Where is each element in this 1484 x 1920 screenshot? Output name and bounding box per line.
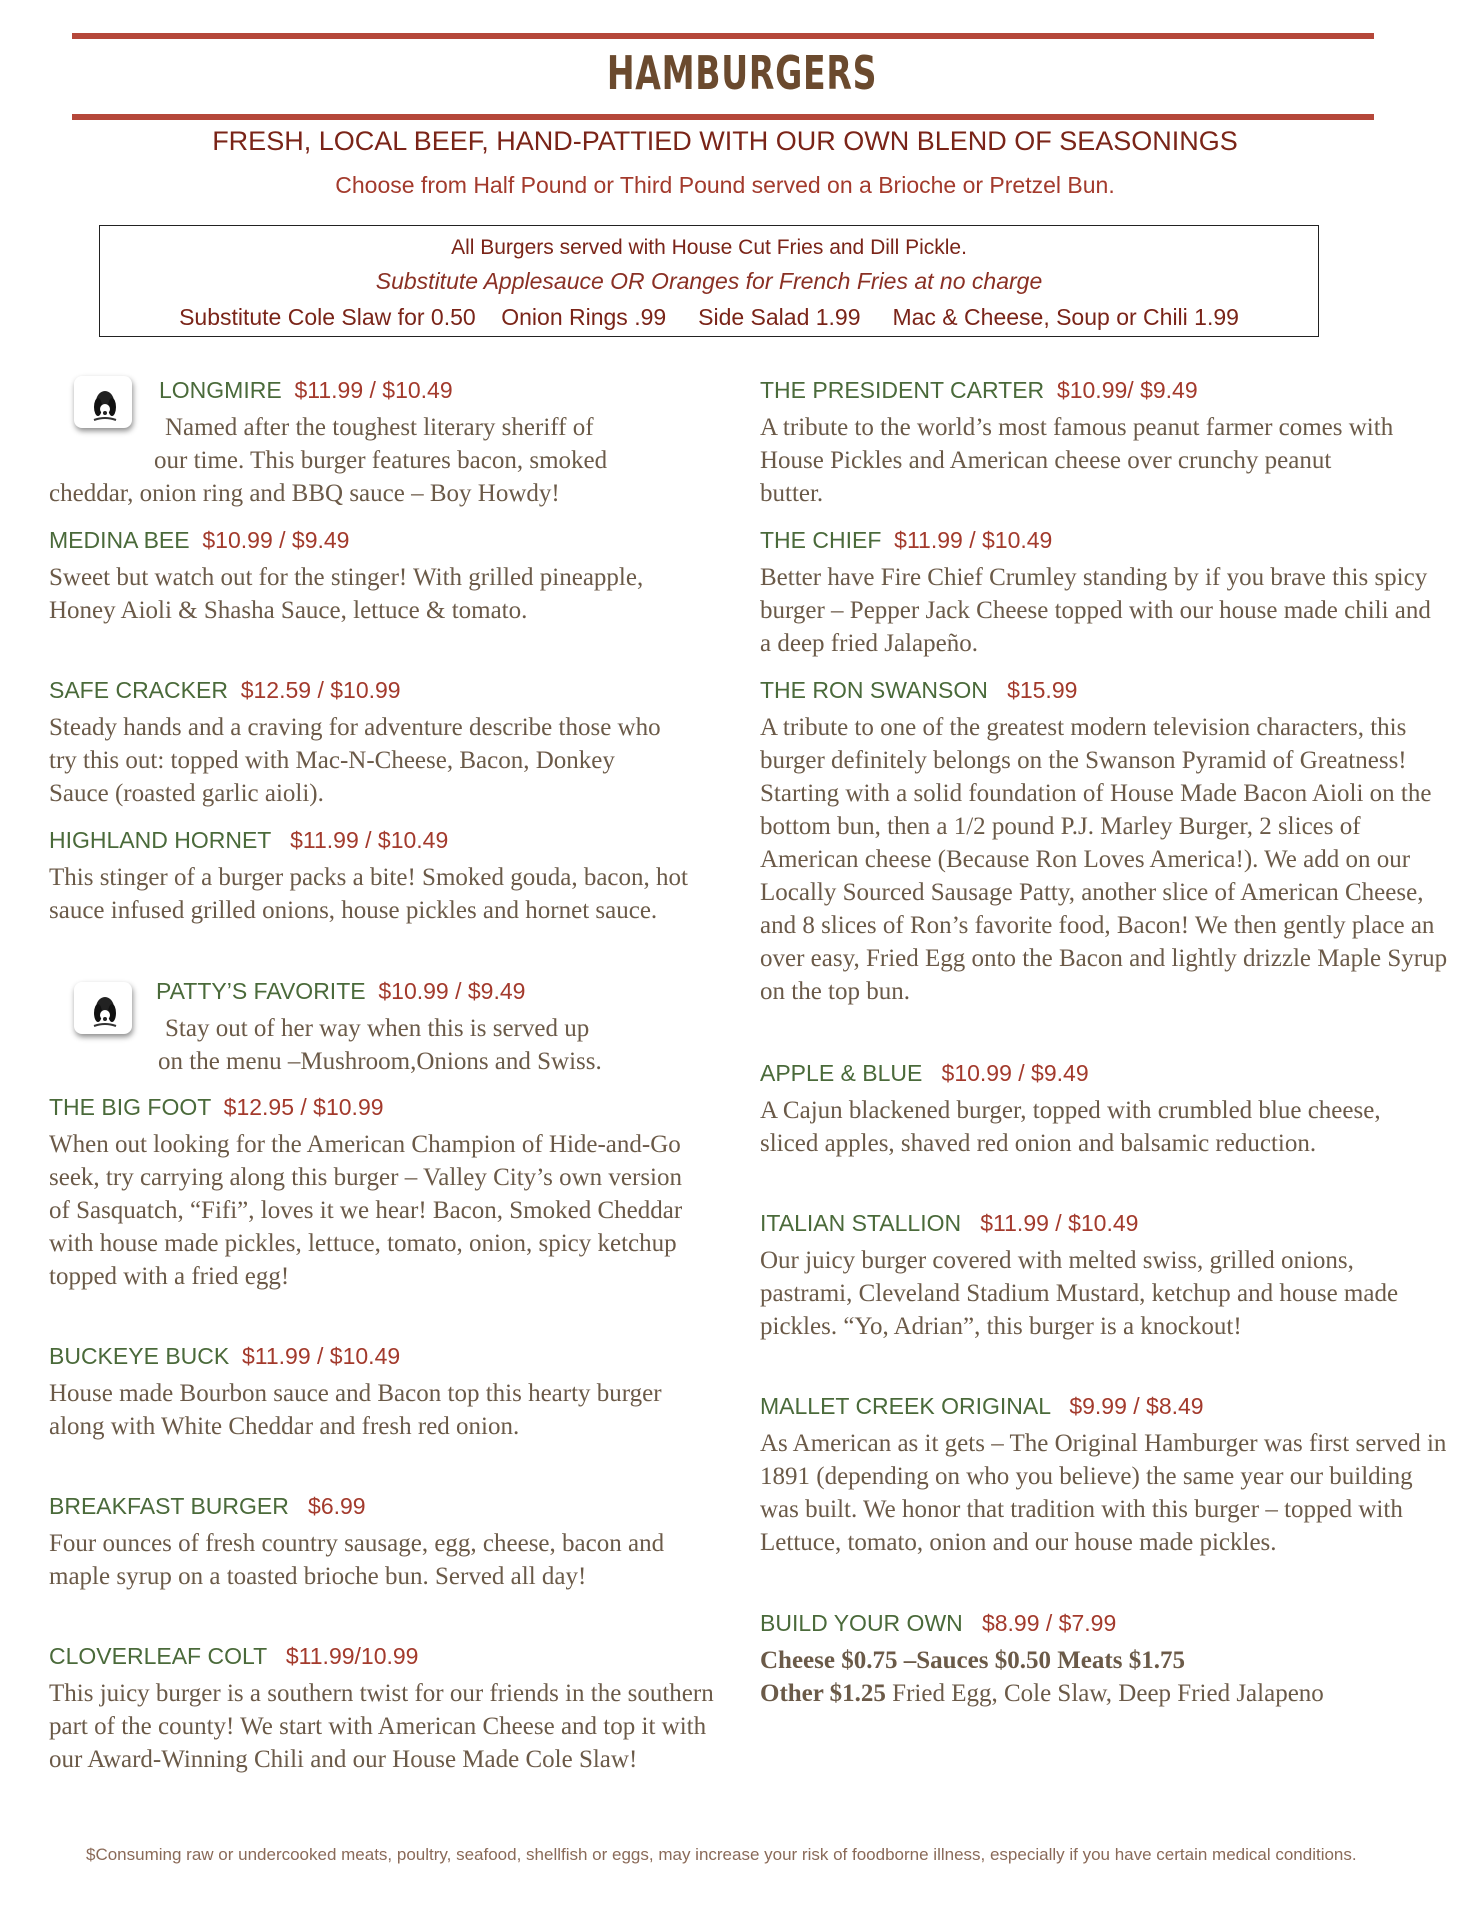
desc-line: on the menu –Mushroom,Onions and Swiss. bbox=[158, 1048, 602, 1075]
menu-item-mallet-creek-heading bbox=[760, 1393, 1204, 1420]
item-price: $12.59 / $10.99 bbox=[240, 677, 401, 703]
item-name: THE CHIEF bbox=[760, 527, 882, 553]
item-name: LONGMIRE bbox=[159, 377, 282, 403]
menu-item-mallet-creek-desc: As American as it gets – The Original Hamburger was first served in 1891 (depending on who you believe) the same year our building was built. We honor that tradition with this burger – topped with Lettuce, tomato, onion and our house made pickles. bbox=[760, 1430, 1447, 1556]
menu-item-build-your-own-heading bbox=[760, 1610, 1116, 1637]
page-title: HAMBURGERS bbox=[606, 46, 878, 100]
menu-item-longmire-desc bbox=[49, 411, 709, 510]
menu-item-breakfast-burger-heading bbox=[49, 1493, 366, 1520]
item-price: $15.99 bbox=[1007, 677, 1078, 703]
menu-item-big-foot-heading bbox=[49, 1094, 384, 1121]
menu-item-medina-bee-heading bbox=[49, 527, 349, 554]
bun-choice-note: Choose from Half Pound or Third Pound served on a Brioche or Pretzel Bun. bbox=[335, 172, 1115, 198]
title-underline-rule bbox=[72, 114, 1374, 120]
desc-line: Named after the toughest literary sheriff of bbox=[165, 414, 594, 441]
sides-line-3: Substitute Cole Slaw for 0.50 Onion Rings .99 Side Salad 1.99 Mac & Cheese, Soup or Chili 1.99 bbox=[179, 304, 1239, 330]
menu-item-apple-blue-desc: A Cajun blackened burger, topped with crumbled blue cheese, sliced apples, shaved red onion and balsamic reduction. bbox=[760, 1097, 1381, 1157]
item-price: $11.99 / $10.49 bbox=[294, 377, 453, 403]
menu-item-cloverleaf-colt-heading bbox=[49, 1643, 418, 1670]
item-price: $6.99 bbox=[308, 1493, 366, 1519]
menu-item-highland-hornet-heading bbox=[49, 827, 448, 854]
item-price: $10.99 / $9.49 bbox=[378, 978, 526, 1004]
top-rule bbox=[72, 33, 1374, 39]
item-price: $10.99 / $9.49 bbox=[202, 527, 350, 553]
menu-item-safe-cracker-desc: Steady hands and a craving for adventure describe those who try this out: topped with Mac-N-Cheese, Bacon, Donkey Sauce (roasted garlic aioli). bbox=[49, 714, 661, 807]
menu-item-build-your-own-desc bbox=[760, 1644, 1450, 1710]
other-price: Other $1.25 bbox=[760, 1680, 886, 1707]
item-name: THE RON SWANSON bbox=[760, 677, 988, 703]
other-items: Fried Egg, Cole Slaw, Deep Fried Jalapeno bbox=[885, 1680, 1324, 1707]
desc-line: cheddar, onion ring and BBQ sauce – Boy Howdy! bbox=[49, 480, 560, 507]
item-price: $12.95 / $10.99 bbox=[223, 1094, 384, 1120]
menu-item-cloverleaf-colt-desc: This juicy burger is a southern twist for our friends in the southern part of the county! We start with American Cheese and top it with our Award-Winning Chili and our House Made Cole Slaw! bbox=[49, 1680, 714, 1773]
menu-item-president-carter-desc: A tribute to the world’s most famous peanut farmer comes with House Pickles and American cheese over crunchy peanut butter. bbox=[760, 414, 1394, 507]
build-your-own-pricing: Cheese $0.75 –Sauces $0.50 Meats $1.75 bbox=[760, 1647, 1185, 1674]
subtitle: FRESH, LOCAL BEEF, HAND-PATTIED WITH OUR OWN BLEND OF SEASONINGS bbox=[212, 126, 1238, 156]
basset-hound-icon bbox=[74, 982, 132, 1034]
item-price: $11.99 / $10.49 bbox=[894, 527, 1053, 553]
item-name: MALLET CREEK ORIGINAL bbox=[760, 1393, 1051, 1419]
basset-hound-logo bbox=[74, 982, 132, 1034]
item-price: $11.99/10.99 bbox=[285, 1643, 419, 1669]
menu-item-medina-bee-desc: Sweet but watch out for the stinger! With grilled pineapple, Honey Aioli & Shasha Sauce, lettuce & tomato. bbox=[49, 564, 644, 624]
item-name: SAFE CRACKER bbox=[49, 677, 228, 703]
menu-item-italian-stallion-desc: Our juicy burger covered with melted swiss, grilled onions, pastrami, Cleveland Stadium Mustard, ketchup and house made pickles. “Yo, Adrian”, this burger is a knockout! bbox=[760, 1247, 1399, 1340]
item-name: ITALIAN STALLION bbox=[760, 1210, 962, 1236]
build-your-own-extras bbox=[760, 1677, 1450, 1710]
menu-item-big-foot-desc: When out looking for the American Champion of Hide-and-Go seek, try carrying along this burger – Valley City’s own version of Sasquatch, “Fifi”, loves it we hear! Bacon, Smoked Cheddar with house made pickles, lettuce, tomato, onion, spicy ketchup topped with a fried egg! bbox=[49, 1131, 683, 1290]
menu-item-ron-swanson-heading bbox=[760, 677, 1077, 704]
item-price: $8.99 / $7.99 bbox=[981, 1610, 1117, 1636]
menu-item-apple-blue-heading bbox=[760, 1060, 1089, 1087]
item-name: BUCKEYE BUCK bbox=[49, 1343, 230, 1369]
sides-line-2: Substitute Applesauce OR Oranges for French Fries at no charge bbox=[375, 268, 1043, 294]
item-name: APPLE & BLUE bbox=[760, 1060, 923, 1086]
item-price: $10.99/ $9.49 bbox=[1056, 377, 1198, 403]
item-price: $11.99 / $10.49 bbox=[290, 827, 449, 853]
item-name: THE BIG FOOT bbox=[49, 1094, 211, 1120]
menu-item-italian-stallion-heading bbox=[760, 1210, 1138, 1237]
item-price: $11.99 / $10.49 bbox=[980, 1210, 1139, 1236]
item-name: THE PRESIDENT CARTER bbox=[760, 377, 1045, 403]
menu-item-pattys-favorite-heading bbox=[156, 978, 525, 1005]
item-name: CLOVERLEAF COLT bbox=[49, 1643, 267, 1669]
menu-item-highland-hornet-desc: This stinger of a burger packs a bite! Smoked gouda, bacon, hot sauce infused grilled onions, house pickles and hornet sauce. bbox=[49, 864, 688, 924]
item-name: BREAKFAST BURGER bbox=[49, 1493, 289, 1519]
menu-item-breakfast-burger-desc: Four ounces of fresh country sausage, egg, cheese, bacon and maple syrup on a toasted brioche bun. Served all day! bbox=[49, 1530, 665, 1590]
item-name: PATTY’S FAVORITE bbox=[156, 978, 366, 1004]
sides-box bbox=[99, 225, 1319, 337]
menu-item-pattys-favorite-desc bbox=[158, 1012, 698, 1078]
menu-item-longmire-heading bbox=[159, 377, 453, 404]
menu-item-president-carter-heading bbox=[760, 377, 1198, 404]
item-price: $10.99 / $9.49 bbox=[941, 1060, 1089, 1086]
menu-item-buckeye-buck-heading bbox=[49, 1343, 400, 1370]
menu-item-ron-swanson-desc: A tribute to one of the greatest modern television characters, this burger definitely belongs on the Swanson Pyramid of Greatness! Starting with a solid foundation of House Made Bacon Aioli on the bottom bun, then a 1/2 pound P.J. Marley Burger, 2 slices of American cheese (Because Ron Loves America!). We add on our Locally Sourced Sausage Patty, another slice of American Cheese, and 8 slices of Ron’s favorite food, Bacon! We then gently place an over easy, Fried Egg onto the Bacon and lightly drizzle Maple Syrup on the top bun. bbox=[760, 714, 1448, 1005]
item-name: BUILD YOUR OWN bbox=[760, 1610, 963, 1636]
menu-item-the-chief-heading bbox=[760, 527, 1052, 554]
desc-line: our time. This burger features bacon, smoked bbox=[154, 447, 608, 474]
sides-line-1: All Burgers served with House Cut Fries and Dill Pickle. bbox=[451, 236, 967, 259]
item-name: MEDINA BEE bbox=[49, 527, 190, 553]
menu-item-safe-cracker-heading bbox=[49, 677, 401, 704]
food-safety-disclaimer: $Consuming raw or undercooked meats, poultry, seafood, shellfish or eggs, may increase your risk of foodborne illness, especially if you have certain medical conditions. bbox=[86, 1845, 1357, 1864]
item-name: HIGHLAND HORNET bbox=[49, 827, 271, 853]
desc-line: Stay out of her way when this is served up bbox=[165, 1015, 590, 1042]
item-price: $11.99 / $10.49 bbox=[242, 1343, 401, 1369]
menu-item-the-chief-desc: Better have Fire Chief Crumley standing by if you brave this spicy burger – Pepper Jack Cheese topped with our house made chili and a deep fried Jalapeño. bbox=[760, 564, 1431, 657]
menu-item-buckeye-buck-desc: House made Bourbon sauce and Bacon top this hearty burger along with White Cheddar and fresh red onion. bbox=[49, 1380, 662, 1440]
item-price: $9.99 / $8.49 bbox=[1069, 1393, 1204, 1419]
